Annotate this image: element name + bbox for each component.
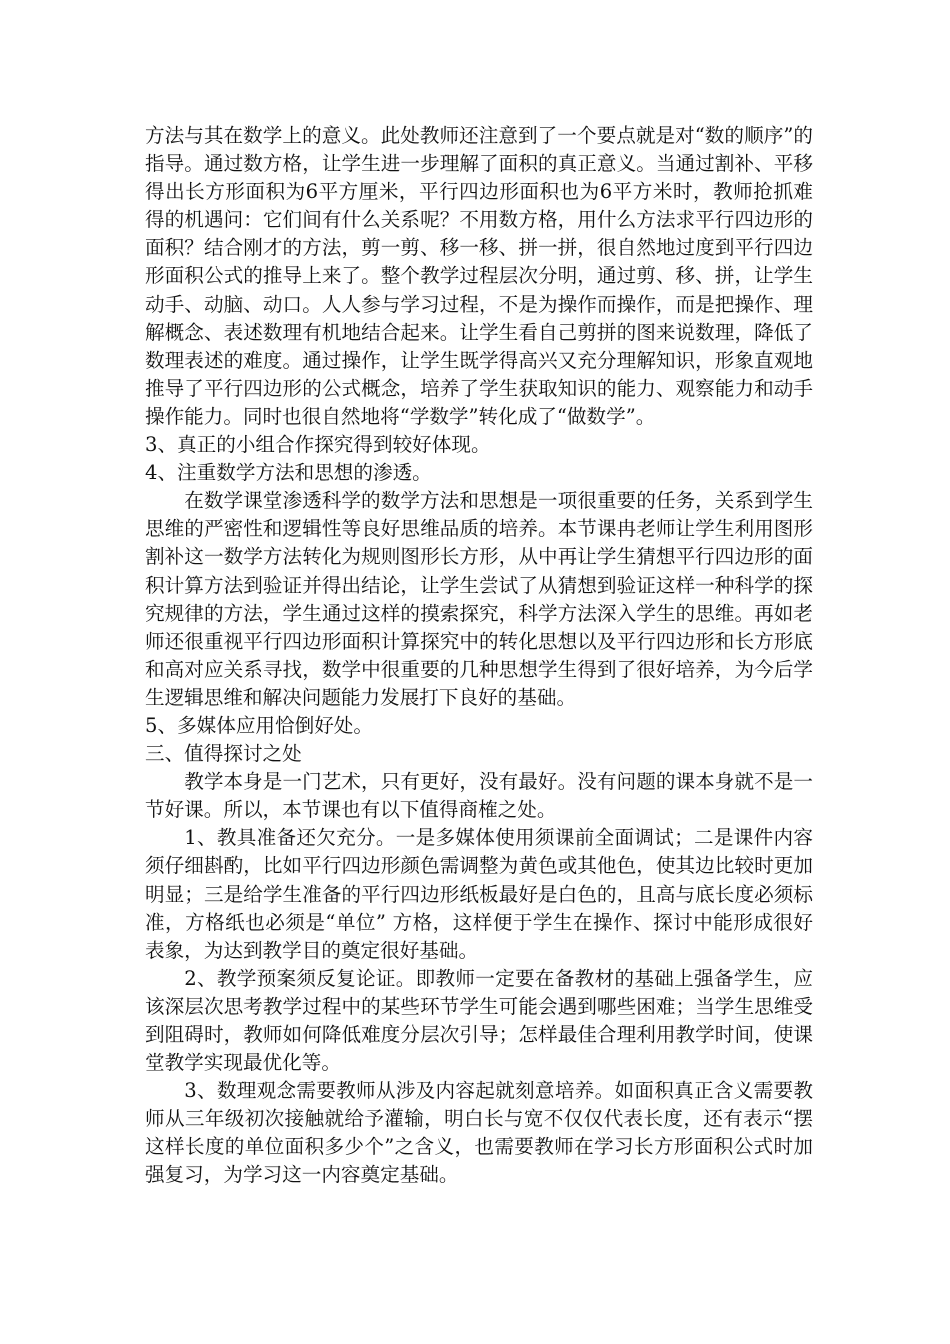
- point-5-heading: 5、多媒体应用恰倒好处。: [145, 713, 373, 737]
- point-3-heading: 3、真正的小组合作探究得到较好体现。: [145, 433, 491, 457]
- intro-paragraph: 方法与其在数学上的意义。此处教师还注意到了一个要点就是对“数的顺序”的指导。通过数方格，让学生进一步理解了面积的真正意义。当通过割补、平移得出长方形面积为6平方厘米，平行四边形面积也为6平方米时，教师抢抓难得的机遇问：它们间有什么关系呢？不用数方格，用什么方法求平行四边形的面积？结合刚才的方法，剪一剪、移一移、拼一拼，很自然地过度到平行四边形面积公式的推导上来了。整个教学过程层次分明，通过剪、移、拼，让学生动手、动脑、动口。人人参与学习过程，不是为操作而操作，而是把操作、理解概念、表述数理有机地结合起来。让学生看自己剪拼的图来说数理，降低了数理表述的难度。通过操作，让学生既学得高兴又充分理解知识，形象直观地推导了平行四边形的公式概念，培养了学生获取知识的能力、观察能力和动手操作能力。同时也很自然地将“学数学”转化成了“做数学”。: [145, 124, 813, 428]
- issue-1-paragraph: 1、教具准备还欠充分。一是多媒体使用须课前全面调试；二是课件内容须仔细斟酌，比如平行四边形颜色需调整为黄色或其他色，使其边比较时更加明显；三是给学生准备的平行四边形纸板最好是白色的，且高与底长度必须标准，方格纸也必须是“单位” 方格，这样便于学生在操作、探讨中能形成很好表象，为达到教学目的奠定很好基础。: [145, 826, 813, 962]
- section-three-heading: 三、值得探讨之处: [145, 742, 302, 766]
- point-4-paragraph: 在数学课堂渗透科学的数学方法和思想是一项很重要的任务，关系到学生思维的严密性和逻辑性等良好思维品质的培养。本节课冉老师让学生利用图形割补这一数学方法转化为规则图形长方形，从中再让学生猜想平行四边形的面积计算方法到验证并得出结论，让学生尝试了从猜想到验证这样一种科学的探究规律的方法，学生通过这样的摸索探究，科学方法深入学生的思维。再如老师还很重视平行四边形面积计算探究中的转化思想以及平行四边形和长方形底和高对应关系寻找，数学中很重要的几种思想学生得到了很好培养，为今后学生逻辑思维和解决问题能力发展打下良好的基础。: [145, 489, 813, 709]
- point-4-heading: 4、注重数学方法和思想的渗透。: [145, 461, 432, 485]
- document-page: [145, 122, 813, 1190]
- issue-2-paragraph: 2、教学预案须反复论证。即教师一定要在备教材的基础上强备学生，应该深层次思考教学过程中的某些环节学生可能会遇到哪些困难；当学生思维受到阻碍时，教师如何降低难度分层次引导；怎样最佳合理利用教学时间，使课堂教学实现最优化等。: [145, 966, 813, 1075]
- issue-3-paragraph: 3、数理观念需要教师从涉及内容起就刻意培养。如面积真正含义需要教师从三年级初次接触就给予灌输，明白长与宽不仅仅代表长度，还有表示“摆这样长度的单位面积多少个”之含义，也需要教师在学习长方形面积公式时加强复习，为学习这一内容奠定基础。: [145, 1079, 813, 1187]
- section-three-intro: 教学本身是一门艺术，只有更好，没有最好。没有问题的课本身就不是一节好课。所以，本节课也有以下值得商榷之处。: [145, 770, 813, 822]
